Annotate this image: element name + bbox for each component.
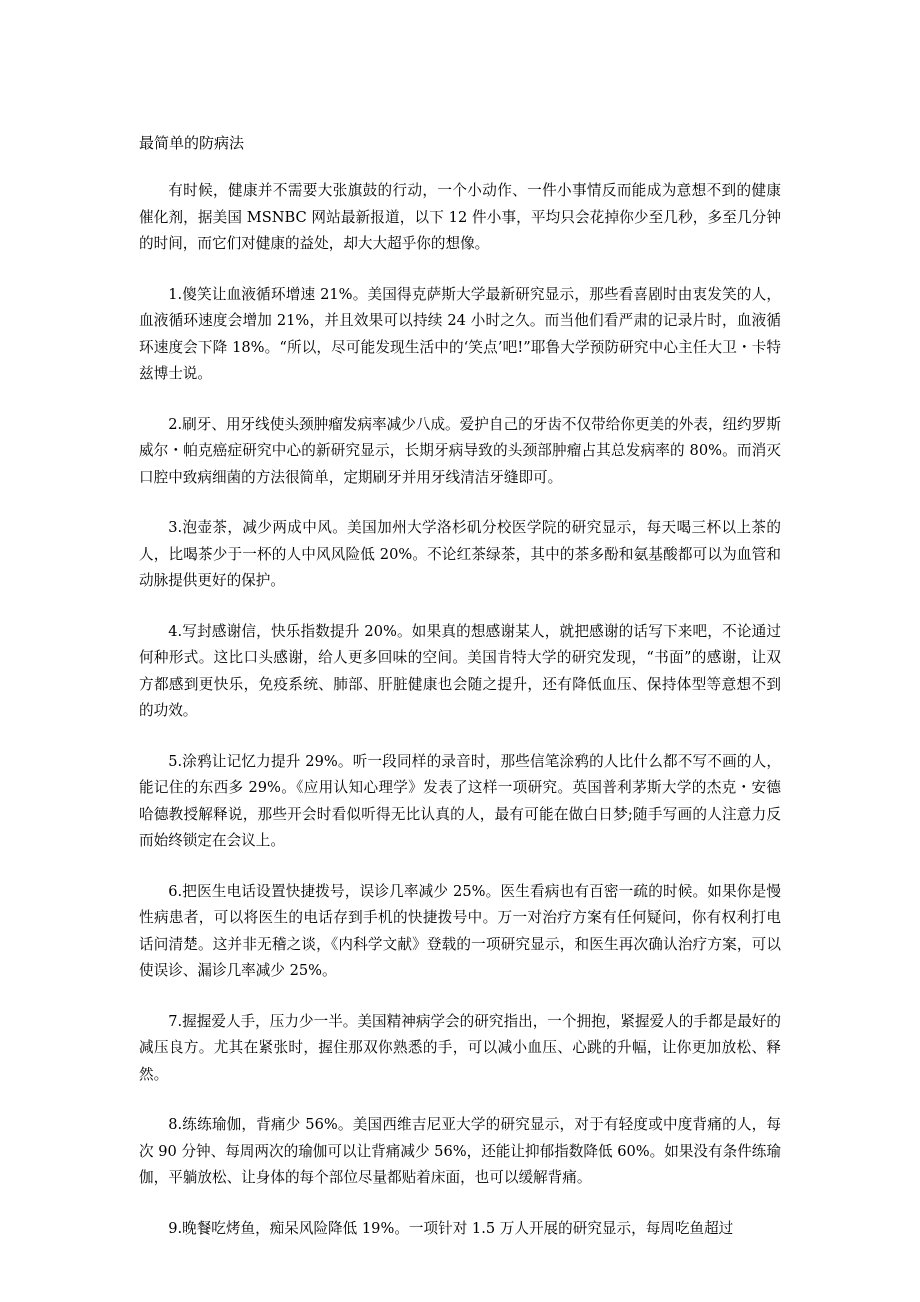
paragraph-item-1: 1.傻笑让血液循环增速 21%。美国得克萨斯大学最新研究显示，那些看喜剧时由衷发笑的人，血液循环速度会增加 21%，并且效果可以持续 24 小时之久。而当他们看严肃的记录片时，血液循环速度会下降 18%。“所以，尽可能发现生活中的‘笑点’吧!”耶鲁大学预防研究中心主任大卫・卡特兹博士说。 — [139, 285, 781, 382]
paragraph-item-2: 2.刷牙、用牙线使头颈肿瘤发病率减少八成。爱护自己的牙齿不仅带给你更美的外表，纽约罗斯威尔・帕克癌症研究中心的新研究显示，长期牙病导致的头颈部肿瘤占其总发病率的 80%。而消灭口腔中致病细菌的方法很简单，定期刷牙并用牙线清洁牙缝即可。 — [139, 415, 781, 486]
paragraph-item-7: 7.握握爱人手，压力少一半。美国精神病学会的研究指出，一个拥抱，紧握爱人的手都是最好的减压良方。尤其在紧张时，握住那双你熟悉的手，可以减小血压、心跳的升幅，让你更加放松、释然。 — [139, 1012, 781, 1083]
paragraph-item-5: 5.涂鸦让记忆力提升 29%。听一段同样的录音时，那些信笔涂鸦的人比什么都不写不画的人，能记住的东西多 29%。《应用认知心理学》发表了这样一项研究。英国普利茅斯大学的杰克・安德哈德教授解释说，那些开会时看似听得无比认真的人，最有可能在做白日梦;随手写画的人注意力反而始终锁定在会议上。 — [139, 752, 781, 849]
paragraph-intro: 有时候，健康并不需要大张旗鼓的行动，一个小动作、一件小事情反而能成为意想不到的健康催化剂，据美国 MSNBC 网站最新报道，以下 12 件小事，平均只会花掉你少至几秒，多至几分钟的时间，而它们对健康的益处，却大大超乎你的想像。 — [139, 182, 781, 252]
paragraph-item-9: 9.晚餐吃烤鱼，痴呆风险降低 19%。一项针对 1.5 万人开展的研究显示，每周吃鱼超过 — [168, 1219, 734, 1237]
document-page — [139, 130, 781, 1266]
document-title: 最简单的防病法 — [139, 134, 245, 152]
paragraph-item-4: 4.写封感谢信，快乐指数提升 20%。如果真的想感谢某人，就把感谢的话写下来吧，不论通过何种形式。这比口头感谢，给人更多回味的空间。美国肯特大学的研究发现，“书面”的感谢，让双方都感到更快乐，免疫系统、肺部、肝脏健康也会随之提升，还有降低血压、保持体型等意想不到的功效。 — [139, 622, 781, 719]
paragraph-item-8: 8.练练瑜伽，背痛少 56%。美国西维吉尼亚大学的研究显示，对于有轻度或中度背痛的人，每次 90 分钟、每周两次的瑜伽可以让背痛减少 56%，还能让抑郁指数降低 60%。如果没有条件练瑜伽，平躺放松、让身体的每个部位尽量都贴着床面，也可以缓解背痛。 — [139, 1116, 781, 1186]
paragraph-item-6: 6.把医生电话设置快捷拨号，误诊几率减少 25%。医生看病也有百密一疏的时候。如果你是慢性病患者，可以将医生的电话存到手机的快捷拨号中。万一对治疗方案有任何疑问，你有权利打电话问清楚。这并非无稽之谈，《内科学文献》登载的一项研究显示，和医生再次确认治疗方案，可以使误诊、漏诊几率减少 25%。 — [139, 882, 781, 979]
paragraph-item-3: 3.泡壶茶，减少两成中风。美国加州大学洛杉矶分校医学院的研究显示，每天喝三杯以上茶的人，比喝茶少于一杯的人中风风险低 20%。不论红茶绿茶，其中的茶多酚和氨基酸都可以为血管和动脉提供更好的保护。 — [139, 519, 781, 589]
